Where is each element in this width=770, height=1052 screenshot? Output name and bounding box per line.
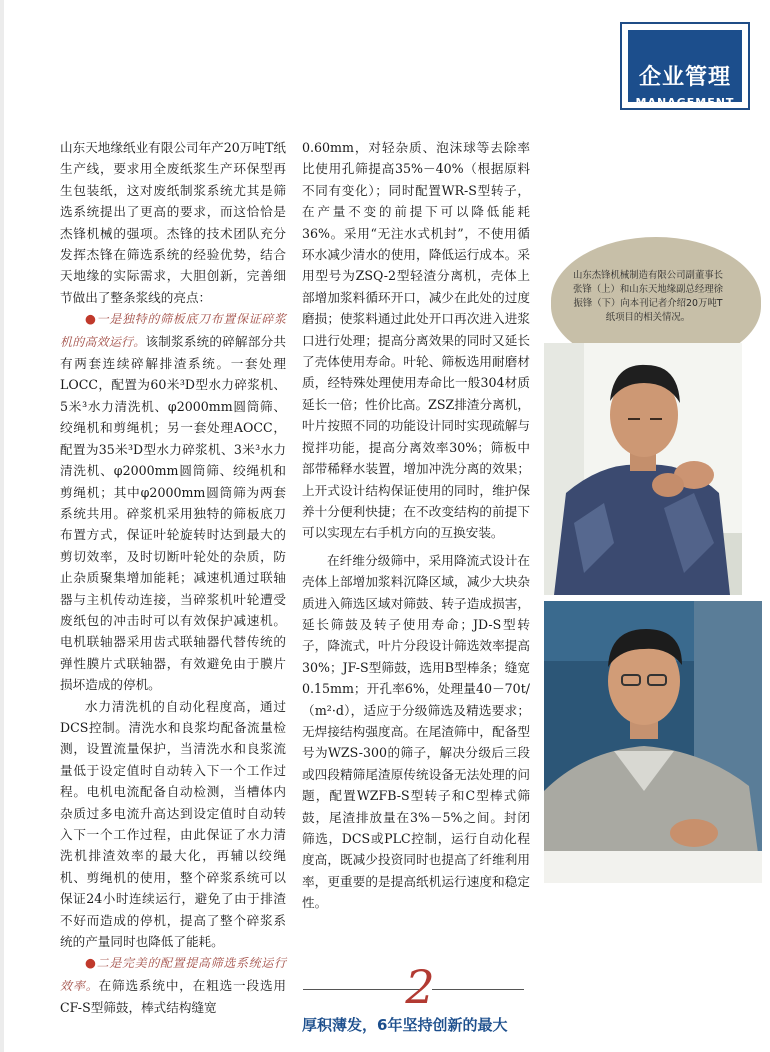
portrait-man-icon bbox=[544, 343, 742, 595]
bullet-dot-icon: ● bbox=[85, 955, 97, 971]
paragraph-cleaner: 水力清洗机的自动化程度高，通过DCS控制。清洗水和良浆均配备流量检测，设置流量保护，当清洗水和良浆流量低于设定值时自动转入下一个工作过程。电机电流配备自动检测，当槽体内杂质过多电流升高达到设定值时自动转入下一个工作过程，由此保证了水力清洗机排渣效率的最大化，再辅以绞绳机、剪绳机的使用，整个碎浆系统可以保证24小时连续运行，避免了由于排渣不好而造成的停机，提高了整个碎浆系统的产量同时也降低了能耗。 bbox=[60, 698, 286, 950]
photo-top-portrait bbox=[544, 343, 742, 595]
point-1-body: 该制浆系统的碎解部分共有两套连续碎解排渣系统。一套处理LOCC，配置为60米³D型水力碎浆机、5米³水力清洗机、φ2000mm圆筒筛、绞绳机和剪绳机；另一套处理AOCC，配置为35米³D型水力碎浆机、3米³水力清洗机、φ2000mm圆筒筛、绞绳机和剪绳机；其中φ2000mm圆筒筛为两套系统共用。碎浆机采用独特的筛板底刀布置方式，保证叶轮旋转时达到最大的剪切效率，及时切断叶轮处的杂质，防止杂质聚集增加能耗；减速机通过联轴器与主机传动连接，当碎浆机叶轮遭受废纸包的冲击时可以有效保护减速机。电机联轴器采用齿式联轴器代替传统的弹性膜片式联轴器，有效避免由于膜片损坏造成的停机。 bbox=[60, 333, 286, 693]
paragraph-point-1 bbox=[60, 308, 286, 695]
paragraph-point-2 bbox=[60, 952, 286, 1018]
highlight-point-2: 二是完美的配置提高筛选系统运行效率。 bbox=[60, 956, 286, 993]
portrait-man-icon bbox=[544, 601, 762, 883]
photo-caption: 山东杰锋机械制造有限公司副董事长张锋（上）和山东天地缘副总经理徐振锋（下）向本刊记者介绍20万吨T纸项目的相关情况。 bbox=[573, 270, 724, 323]
section-title-cn: 企业管理 bbox=[638, 65, 731, 90]
highlight-point-1: 一是独特的筛板底刀布置保证碎浆机的高效运行。 bbox=[60, 312, 286, 349]
paragraph-screening: 0.60mm，对轻杂质、泡沫球等去除率比使用孔筛提高35%－40%（根据原料不同有变化）；同时配置WR-S型转子，在产量不变的前提下可以降低能耗36%。采用“无注水式机封”，不使用循环水减少清水的使用，降低运行成本。采用型号为ZSQ-2型轻渣分离机，壳体上部增加浆料循环开口，减少在此处的过度磨损；使浆料通过此处开口再次进入进浆口进行处理；提高分离效果的同时又延长了壳体使用寿命。叶轮、筛板选用耐磨材质，经特殊处理使用寿命比一般304材质延长一倍；性价比高。ZSZ排渣分离机，叶片按照不同的功能设计同时实现疏解与搅拌功能，提高分离效率30%；筛板中部带稀释水装置，增加冲洗分离的效果；上开式设计结构保证使用的同时，维护保养十分便利快捷；在不改变结构的前提下可以实现左右手机方向的互换安装。 bbox=[302, 140, 530, 541]
article-column-1 bbox=[60, 137, 286, 1019]
bullet-dot-icon: ● bbox=[85, 311, 97, 327]
section-badge-fill bbox=[628, 30, 742, 109]
photo-bottom-portrait bbox=[544, 601, 762, 883]
page-gutter bbox=[0, 0, 4, 1052]
section-badge bbox=[620, 22, 750, 110]
paragraph-fractionation: 在纤维分级筛中，采用降流式设计在壳体上部增加浆料沉降区域，减少大块杂质进入筛选区域对筛鼓、转子造成损害，延长筛鼓及转子使用寿命；JD-S型转子，降流式，叶片分段设计筛选效率提高30%；JF-S型筛鼓，选用B型棒条；缝宽0.15mm；开孔率6%，处理量40－70t/（m²·d），适应于分级筛选及精选要求；无焊接结构强度高。在尾渣筛中，配备型号为WZS-300的筛子，解决分级后三段或四段精筛尾渣原传统设备无法处理的问题，配置WZFB-S型转子和C型棒式筛鼓，尾渣排放量在3%－5%之间。封闭筛选，DCS或PLC控制，运行自动化程度高，既减少投资同时也提高了纤维利用率，更重要的是提高纸机运行速度和稳定性。 bbox=[302, 552, 530, 911]
article-column-2 bbox=[302, 137, 530, 914]
paragraph-intro: 山东天地缘纸业有限公司年产20万吨T纸生产线，要求用全废纸浆生产环保型再生包装纸，这对废纸制浆系统尤其是筛选系统提出了更高的要求，而这恰恰是杰锋机械的强项。杰锋的技术团队充分发挥杰锋在筛选系统的经验优势，结合天地缘的实际需求，大胆创新，完善细节做出了整条浆线的亮点： bbox=[60, 140, 286, 305]
section-heading: 厚积薄发，6年坚持创新的最大 bbox=[302, 1016, 508, 1034]
point-2-body: 在筛选系统中，在粗选一段选用CF-S型筛鼓，棒式结构缝宽 bbox=[60, 977, 286, 1016]
section-number: 2 bbox=[405, 960, 435, 1014]
section-title-en: MANAGEMENT bbox=[635, 96, 735, 109]
